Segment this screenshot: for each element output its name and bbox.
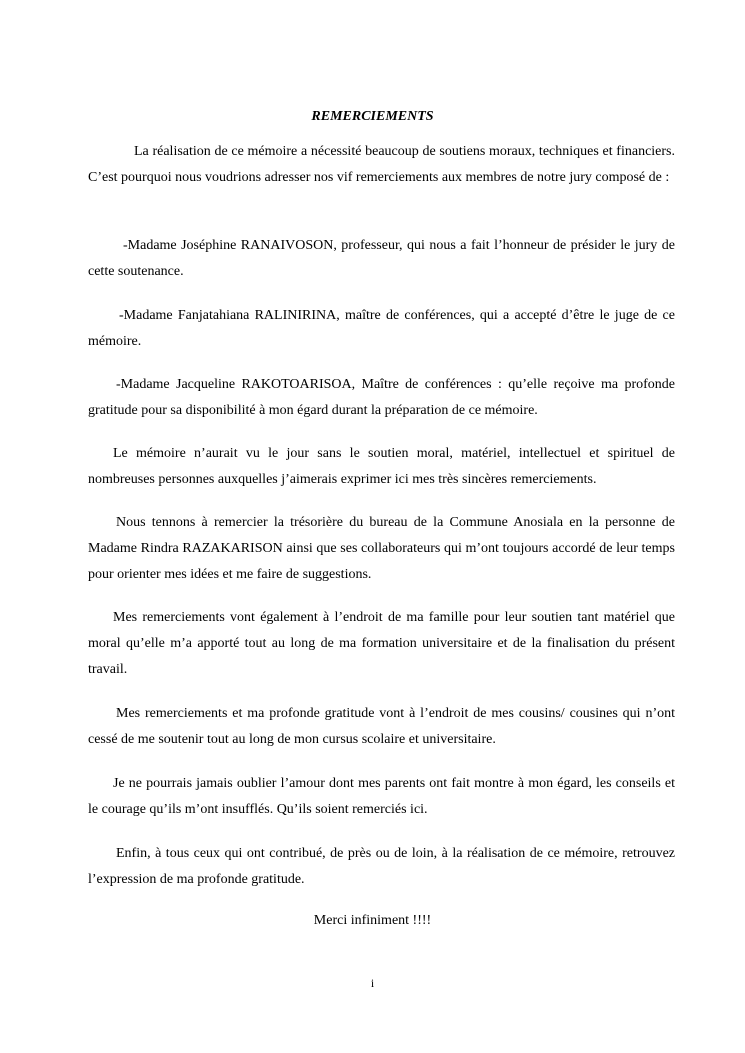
page-number: i	[370, 976, 375, 990]
paragraph-jury-president: -Madame Joséphine RANAIVOSON, professeur, qui nous a fait l’honneur de présider le jury de cette soutenance.	[88, 238, 675, 279]
closing-line: Merci infiniment !!!!	[313, 913, 432, 928]
paragraph-closing-thanks: Enfin, à tous ceux qui ont contribué, de près ou de loin, à la réalisation de ce mémoire, retrouvez l’expression de ma profonde gratitude.	[88, 846, 675, 887]
paragraph-jury-judge: -Madame Fanjatahiana RALINIRINA, maître de conférences, qui a accepté d’être le juge de ce mémoire.	[88, 308, 675, 349]
paragraph-general-thanks: Le mémoire n’aurait vu le jour sans le soutien moral, matériel, intellectuel et spirituel de nombreuses personnes auxquelles j’aimerais exprimer ici mes très sincères remerciements.	[88, 446, 675, 487]
page-title: REMERCIEMENTS	[311, 109, 434, 124]
paragraph-jury-supervisor: -Madame Jacqueline RAKOTOARISOA, Maître de conférences : qu’elle reçoive ma profonde gratitude pour sa disponibilité à mon égard durant la préparation de ce mémoire.	[88, 377, 675, 418]
paragraph-commune-thanks: Nous tennons à remercier la trésorière du bureau de la Commune Anosiala en la personne de Madame Rindra RAZAKARISON ainsi que ses collaborateurs qui m’ont toujours accordé de leur temps pour orienter mes idées et me faire de suggestions.	[88, 515, 675, 582]
paragraph-family-thanks: Mes remerciements vont également à l’endroit de ma famille pour leur soutien tant matériel que moral qu’elle m’a apporté tout au long de ma formation universitaire et de la finalisation du présent travail.	[88, 610, 675, 677]
paragraph-intro: La réalisation de ce mémoire a nécessité beaucoup de soutiens moraux, techniques et financiers. C’est pourquoi nous voudrions adresser nos vif remerciements aux membres de notre jury composé de :	[88, 144, 675, 185]
paragraph-cousins-thanks: Mes remerciements et ma profonde gratitude vont à l’endroit de mes cousins/ cousines qui n’ont cessé de me soutenir tout au long de mon cursus scolaire et universitaire.	[88, 706, 675, 747]
paragraph-parents-thanks: Je ne pourrais jamais oublier l’amour dont mes parents ont fait montre à mon égard, les conseils et le courage qu’ils m’ont insufflés. Qu’ils soient remerciés ici.	[88, 776, 675, 817]
